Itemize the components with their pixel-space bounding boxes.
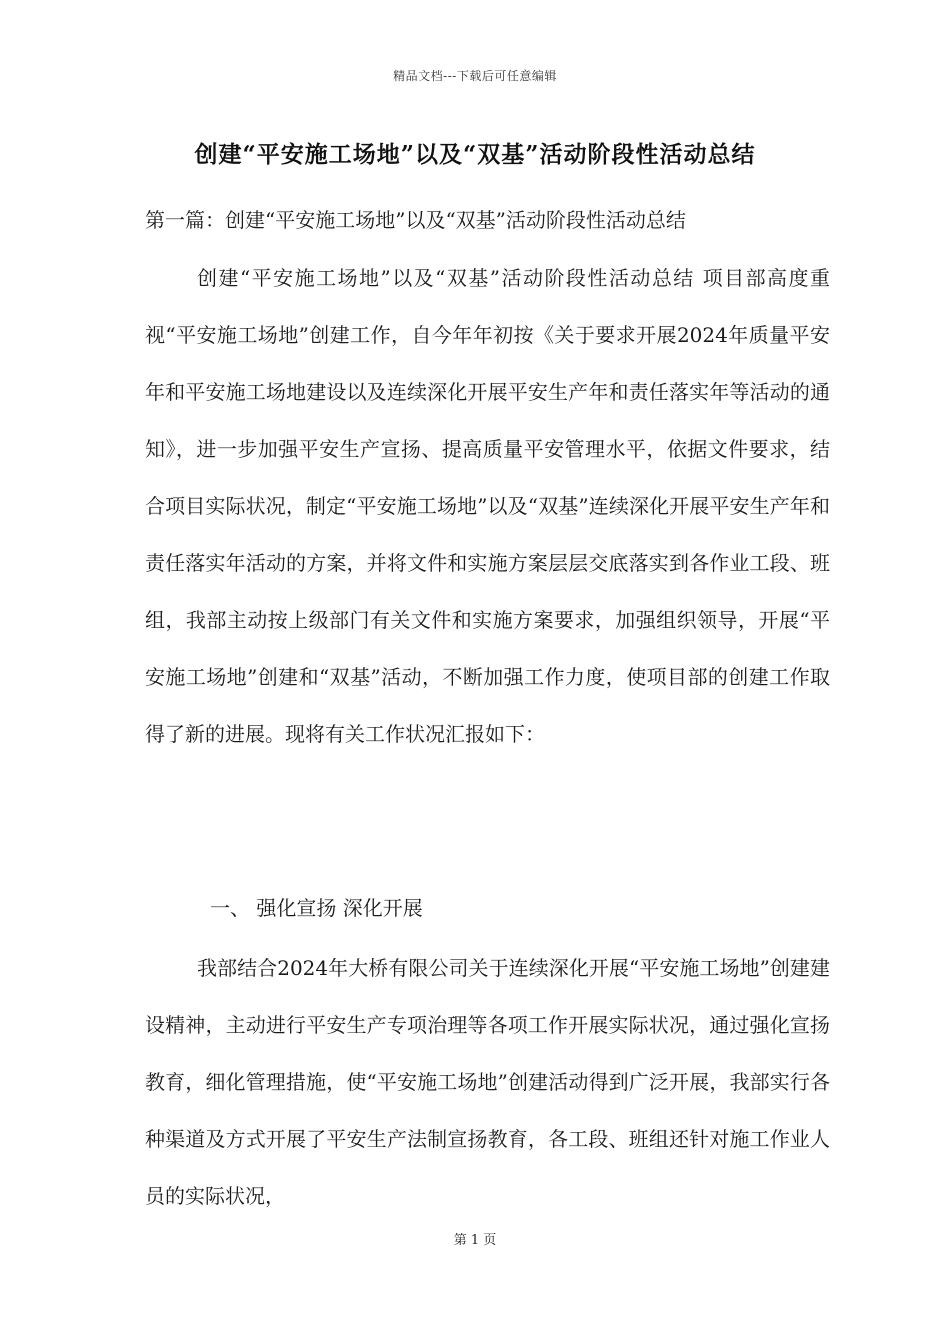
header-note: 精品文档---下载后可任意编辑 (393, 69, 557, 83)
paragraph-1: 创建“平安施工场地”以及“双基”活动阶段性活动总结 项目部高度重视“平安施工场地”创建工作，自今年年初按《关于要求开展2024年质量平安年和平安施工场地建设以及连续深化开展平安生产年和责任落实年等活动的通知》，进一步加强平安生产宣扬、提高质量平安管理水平，依据文件要求，结合项目实际状况，制定“平安施工场地”以及“双基”连续深化开展平安生产年和责任落实年活动的方案，并将文件和实施方案层层交底落实到各作业工段、班组，我部主动按上级部门有关文件和实施方案要求，加强组织领导，开展“平安施工场地”创建和“双基”活动，不断加强工作力度，使项目部的创建工作取得了新的进展。现将有关工作状况汇报如下： (145, 266, 830, 746)
paragraph-2: 我部结合2024年大桥有限公司关于连续深化开展“平安施工场地”创建建设精神，主动进行平安生产专项治理等各项工作开展实际状况，通过强化宣扬教育，细化管理措施，使“平安施工场地”创建活动得到广泛开展，我部实行各种渠道及方式开展了平安生产法制宣扬教育，各工段、班组还针对施工作业人员的实际状况， (145, 956, 830, 1208)
page-number: 第 1 页 (453, 1233, 497, 1248)
subheading-1: 一、 强化宣扬 深化开展 (210, 896, 423, 920)
document-title: 创建“平安施工场地”以及“双基”活动阶段性活动总结 (194, 141, 756, 168)
section-heading: 第一篇：创建“平安施工场地”以及“双基”活动阶段性活动总结 (145, 208, 686, 232)
